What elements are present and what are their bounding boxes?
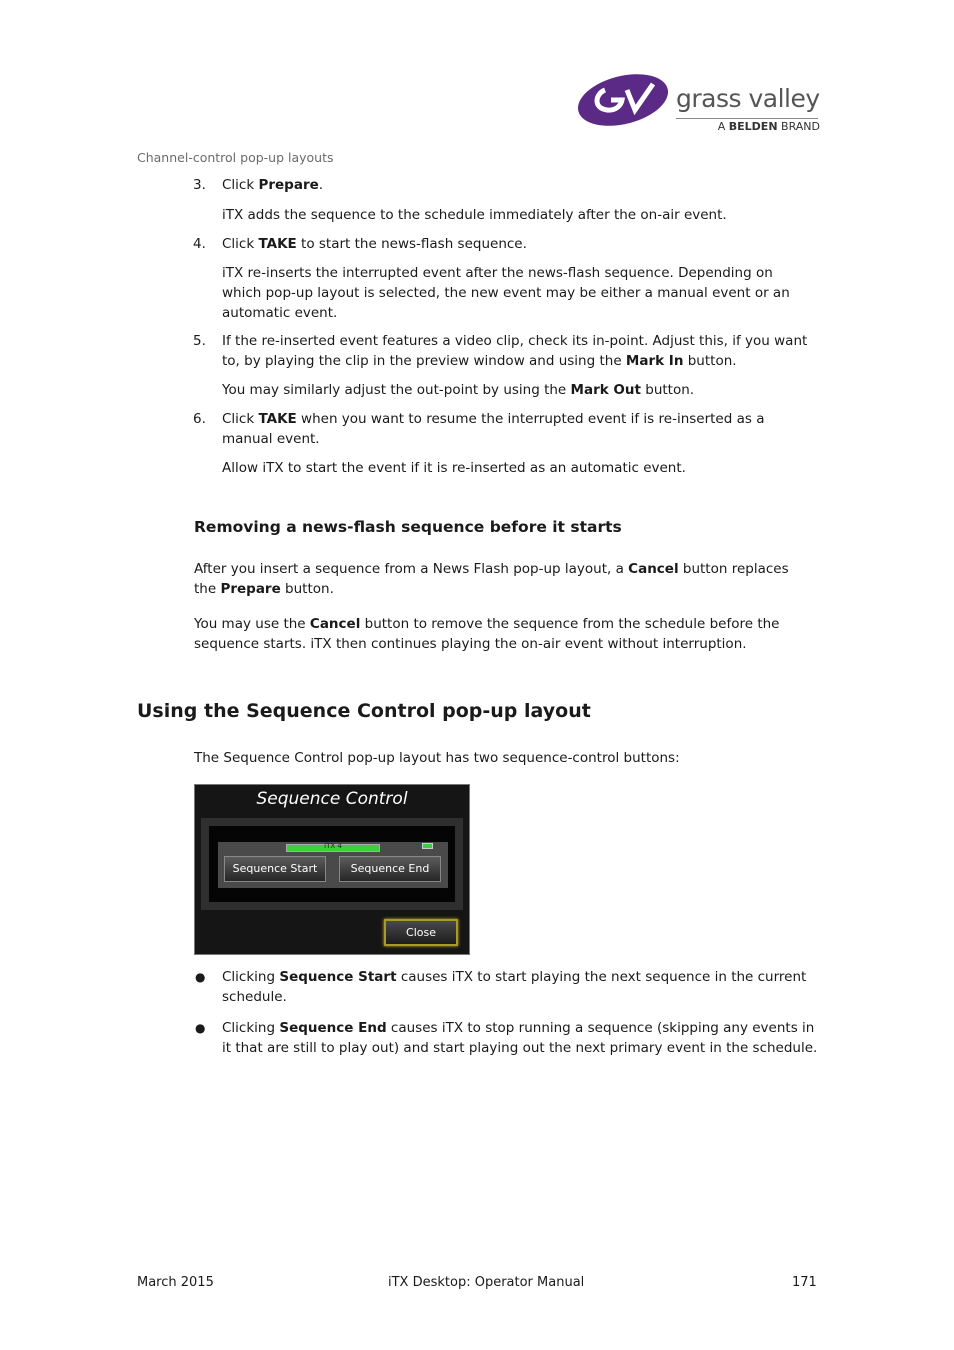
status-indicator [422, 843, 433, 849]
step-followup: iTX re-inserts the interrupted event after the news-flash sequence. Depending on which pop-up layout is selected, the new event may be either a manual event or an automatic event. [222, 265, 790, 321]
step-number: 3. [193, 177, 206, 193]
sequence-button-group [218, 842, 448, 888]
sequence-control-dialog [194, 784, 470, 955]
bullet-text: Clicking Sequence Start causes iTX to start playing the next sequence in the current schedule. [222, 969, 807, 1005]
bullet-icon: ● [195, 970, 206, 984]
step-followup: iTX adds the sequence to the schedule immediately after the on-air event. [222, 207, 727, 223]
paragraph: After you insert a sequence from a News Flash pop-up layout, a Cancel button replaces the Prepare button. [194, 561, 789, 597]
grass-valley-logo [575, 72, 820, 136]
channel-status-bar [286, 844, 380, 852]
close-button[interactable]: Close [384, 919, 458, 946]
bullet-text: Clicking Sequence End causes iTX to stop running a sequence (skipping any events in it that are still to play out) and start playing out the next primary event in the schedule. [222, 1020, 818, 1056]
brand-subtitle: A BELDEN BRAND [717, 120, 820, 133]
step-followup: You may similarly adjust the out-point by using the Mark Out button. [222, 382, 695, 398]
paragraph: You may use the Cancel button to remove the sequence from the schedule before the sequence starts. iTX then continues playing the on-air event without interruption. [194, 616, 780, 652]
step-text: Click Prepare. [222, 177, 324, 193]
step-number: 6. [193, 411, 206, 427]
dialog-title: Sequence Control [256, 789, 408, 809]
footer-title: iTX Desktop: Operator Manual [388, 1275, 585, 1290]
sequence-start-button[interactable]: Sequence Start [224, 856, 326, 882]
footer-date: March 2015 [137, 1275, 214, 1290]
paragraph: The Sequence Control pop-up layout has two sequence-control buttons: [194, 750, 680, 766]
brand-name: grass valley [676, 84, 820, 113]
bullet-icon: ● [195, 1021, 206, 1035]
step-text: Click TAKE to start the news-flash sequence. [222, 236, 527, 252]
step-text: If the re-inserted event features a video clip, check its in-point. Adjust this, if you want to, by playing the clip in the preview window and using the Mark In button. [222, 333, 808, 369]
brand-divider [676, 118, 818, 119]
sequence-end-button[interactable]: Sequence End [339, 856, 441, 882]
dialog-inner-panel [209, 826, 455, 902]
breadcrumb: Channel-control pop-up layouts [137, 150, 334, 165]
step-followup: Allow iTX to start the event if it is re-inserted as an automatic event. [222, 460, 686, 476]
section-heading: Removing a news-flash sequence before it starts [194, 518, 622, 536]
channel-status-label: iTX 4 [324, 842, 342, 850]
footer-page-number: 171 [792, 1275, 817, 1290]
step-number: 4. [193, 236, 206, 252]
section-heading: Using the Sequence Control pop-up layout [137, 700, 591, 722]
gv-logo-mark-icon [575, 72, 675, 128]
step-number: 5. [193, 333, 206, 349]
dialog-panel [201, 818, 463, 910]
step-text: Click TAKE when you want to resume the interrupted event if is re-inserted as a manual event. [222, 411, 765, 447]
